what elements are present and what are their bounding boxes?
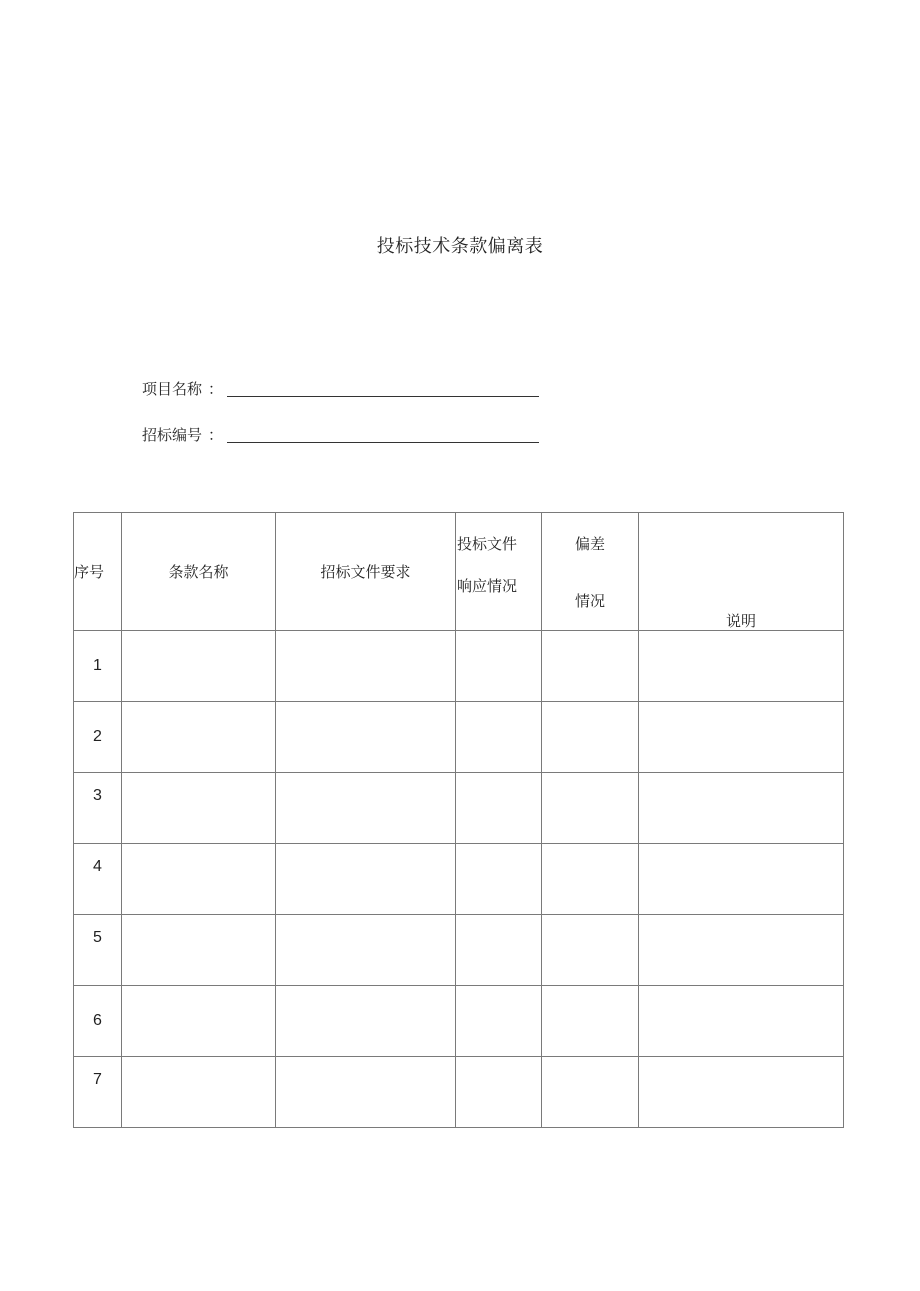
response-cell[interactable]: [456, 631, 542, 702]
header-requirement: 招标文件要求: [276, 513, 456, 631]
note-cell[interactable]: [639, 1057, 844, 1128]
row-seq: 7: [74, 1057, 122, 1128]
table-row: [74, 915, 844, 986]
note-cell[interactable]: [639, 986, 844, 1057]
requirement-cell[interactable]: [276, 844, 456, 915]
header-deviation-line2: 情况: [574, 592, 605, 610]
response-cell[interactable]: [456, 915, 542, 986]
clause-name-cell[interactable]: [122, 702, 276, 773]
clause-name-cell[interactable]: [122, 773, 276, 844]
table-row: [74, 702, 844, 773]
table-row: [74, 1057, 844, 1128]
requirement-cell[interactable]: [276, 702, 456, 773]
header-note-label: 说明: [725, 612, 756, 630]
project-name-colon: ：: [208, 380, 224, 398]
table-header-row: [74, 513, 844, 631]
header-response: [456, 513, 542, 631]
response-cell[interactable]: [456, 986, 542, 1057]
header-response-line2: 响应情况: [457, 577, 518, 595]
clause-name-cell[interactable]: [122, 986, 276, 1057]
table-row: [74, 986, 844, 1057]
deviation-cell[interactable]: [542, 915, 639, 986]
requirement-cell[interactable]: [276, 1057, 456, 1128]
tender-number-colon: ：: [208, 426, 224, 444]
row-seq: 2: [74, 702, 122, 773]
response-cell[interactable]: [456, 844, 542, 915]
header-note: [639, 513, 844, 631]
project-name-label: 项目名称: [142, 380, 203, 398]
header-deviation: [542, 513, 639, 631]
header-clause-name: 条款名称: [122, 513, 276, 631]
clause-name-cell[interactable]: [122, 915, 276, 986]
deviation-cell[interactable]: [542, 773, 639, 844]
clause-name-cell[interactable]: [122, 631, 276, 702]
note-cell[interactable]: [639, 844, 844, 915]
deviation-cell[interactable]: [542, 844, 639, 915]
deviation-cell[interactable]: [542, 702, 639, 773]
response-cell[interactable]: [456, 773, 542, 844]
deviation-cell[interactable]: [542, 986, 639, 1057]
note-cell[interactable]: [639, 915, 844, 986]
table-row: [74, 631, 844, 702]
note-cell[interactable]: [639, 773, 844, 844]
header-deviation-line1: 偏差: [574, 535, 605, 553]
tender-number-blank[interactable]: [227, 424, 539, 443]
row-seq: 1: [74, 631, 122, 702]
document-title: 投标技术条款偏离表: [376, 236, 544, 257]
row-seq: 5: [74, 915, 122, 986]
project-name-field: [142, 378, 539, 399]
tender-number-field: [142, 424, 539, 445]
row-seq: 6: [74, 986, 122, 1057]
note-cell[interactable]: [639, 631, 844, 702]
table-row: [74, 844, 844, 915]
response-cell[interactable]: [456, 1057, 542, 1128]
clause-name-cell[interactable]: [122, 844, 276, 915]
header-seq: 序号: [74, 513, 122, 631]
header-response-line1: 投标文件: [457, 535, 518, 553]
project-name-blank[interactable]: [227, 378, 539, 397]
table-row: [74, 773, 844, 844]
deviation-cell[interactable]: [542, 1057, 639, 1128]
tender-number-label: 招标编号: [142, 426, 203, 444]
deviation-cell[interactable]: [542, 631, 639, 702]
note-cell[interactable]: [639, 702, 844, 773]
requirement-cell[interactable]: [276, 631, 456, 702]
requirement-cell[interactable]: [276, 986, 456, 1057]
row-seq: 3: [74, 773, 122, 844]
row-seq: 4: [74, 844, 122, 915]
clause-name-cell[interactable]: [122, 1057, 276, 1128]
deviation-table: [73, 512, 844, 1128]
requirement-cell[interactable]: [276, 915, 456, 986]
requirement-cell[interactable]: [276, 773, 456, 844]
response-cell[interactable]: [456, 702, 542, 773]
